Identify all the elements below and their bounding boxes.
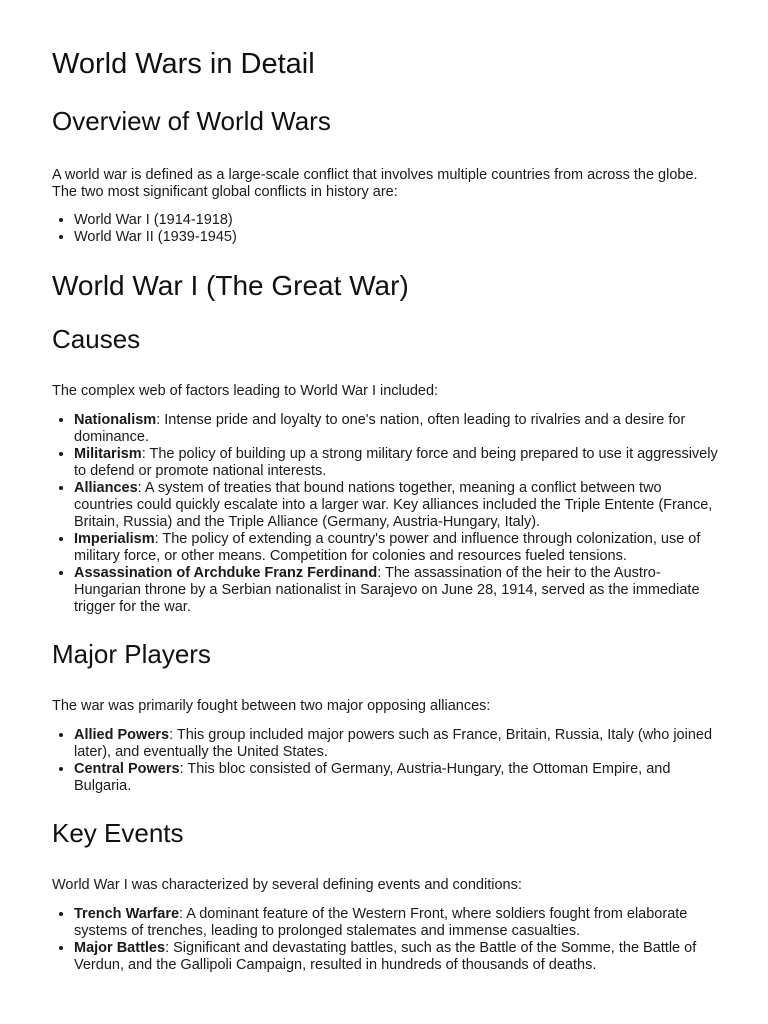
list-item-text: : A system of treaties that bound nations together, meaning a conflict between two countries could quickly escalate into a larger war. Key alliances included the Triple Entente (France, Britain, Russia) and the Triple Alliance (Germany, Austria-Hungary, Italy). — [74, 480, 713, 530]
list-item — [74, 412, 720, 446]
page-title: World Wars in Detail — [52, 48, 315, 80]
list-item — [74, 565, 720, 616]
list-item — [74, 446, 720, 480]
ww1-heading: World War I (The Great War) — [52, 270, 409, 301]
list-item-text: : This group included major powers such as France, Britain, Russia, Italy (who joined later), and eventually the United States. — [74, 727, 713, 760]
list-item-text: : Intense pride and loyalty to one's nation, often leading to rivalries and a desire for dominance. — [74, 412, 686, 445]
list-item — [74, 531, 720, 565]
list-item — [74, 761, 720, 795]
list-item-text: : Significant and devastating battles, such as the Battle of the Somme, the Battle of Verdun, and the Gallipoli Campaign, resulted in hundreds of thousands of deaths. — [74, 940, 697, 973]
list-item: • World War II (1939-1945) — [74, 229, 720, 246]
events-intro: World War I was characterized by several defining events and conditions: — [52, 877, 522, 893]
list-item — [74, 906, 720, 940]
list-item-term: Major Battles — [74, 940, 166, 956]
list-item: • World War I (1914-1918) — [74, 212, 720, 229]
list-item-text: : This bloc consisted of Germany, Austria-Hungary, the Ottoman Empire, and Bulgaria. — [74, 761, 671, 794]
list-item-term: Central Powers — [74, 761, 180, 777]
list-item-text: : The policy of building up a strong military force and being prepared to use it aggressively to defend or promote national interests. — [74, 446, 718, 479]
list-item-term: Nationalism — [74, 412, 157, 428]
list-item-term: Allied Powers — [74, 727, 170, 743]
list-item-text: : The assassination of the heir to the Austro-Hungarian throne by a Serbian nationalist in Sarajevo on June 28, 1914, served as the immediate trigger for the war. — [74, 565, 700, 615]
list-item-text: : The policy of extending a country's power and influence through colonization, use of military force, or other means. Competition for colonies and resources fueled tensions. — [74, 531, 701, 564]
events-list — [52, 906, 720, 974]
overview-list — [52, 212, 720, 246]
causes-intro: The complex web of factors leading to World War I included: — [52, 383, 439, 399]
players-intro: The war was primarily fought between two major opposing alliances: — [52, 698, 491, 714]
list-item — [74, 727, 720, 761]
list-item-term: Militarism — [74, 446, 142, 462]
players-list — [52, 727, 720, 795]
overview-heading: Overview of World Wars — [52, 106, 331, 136]
overview-intro: A world war is defined as a large-scale conflict that involves multiple countries from across the globe. The two most significant global conflicts in history are: — [52, 167, 698, 200]
causes-heading: Causes — [52, 324, 141, 354]
list-item-term: Assassination of Archduke Franz Ferdinand — [74, 565, 378, 581]
events-heading: Key Events — [52, 818, 184, 848]
causes-list — [52, 412, 720, 616]
list-item — [74, 480, 720, 531]
list-item-term: Imperialism — [74, 531, 155, 547]
list-item — [74, 940, 720, 974]
players-heading: Major Players — [52, 639, 211, 669]
list-item-text: : A dominant feature of the Western Front, where soldiers fought from elaborate systems of trenches, leading to prolonged stalemates and immense casualties. — [74, 906, 688, 939]
list-item-term: Trench Warfare — [74, 906, 180, 922]
list-item-term: Alliances — [74, 480, 138, 496]
